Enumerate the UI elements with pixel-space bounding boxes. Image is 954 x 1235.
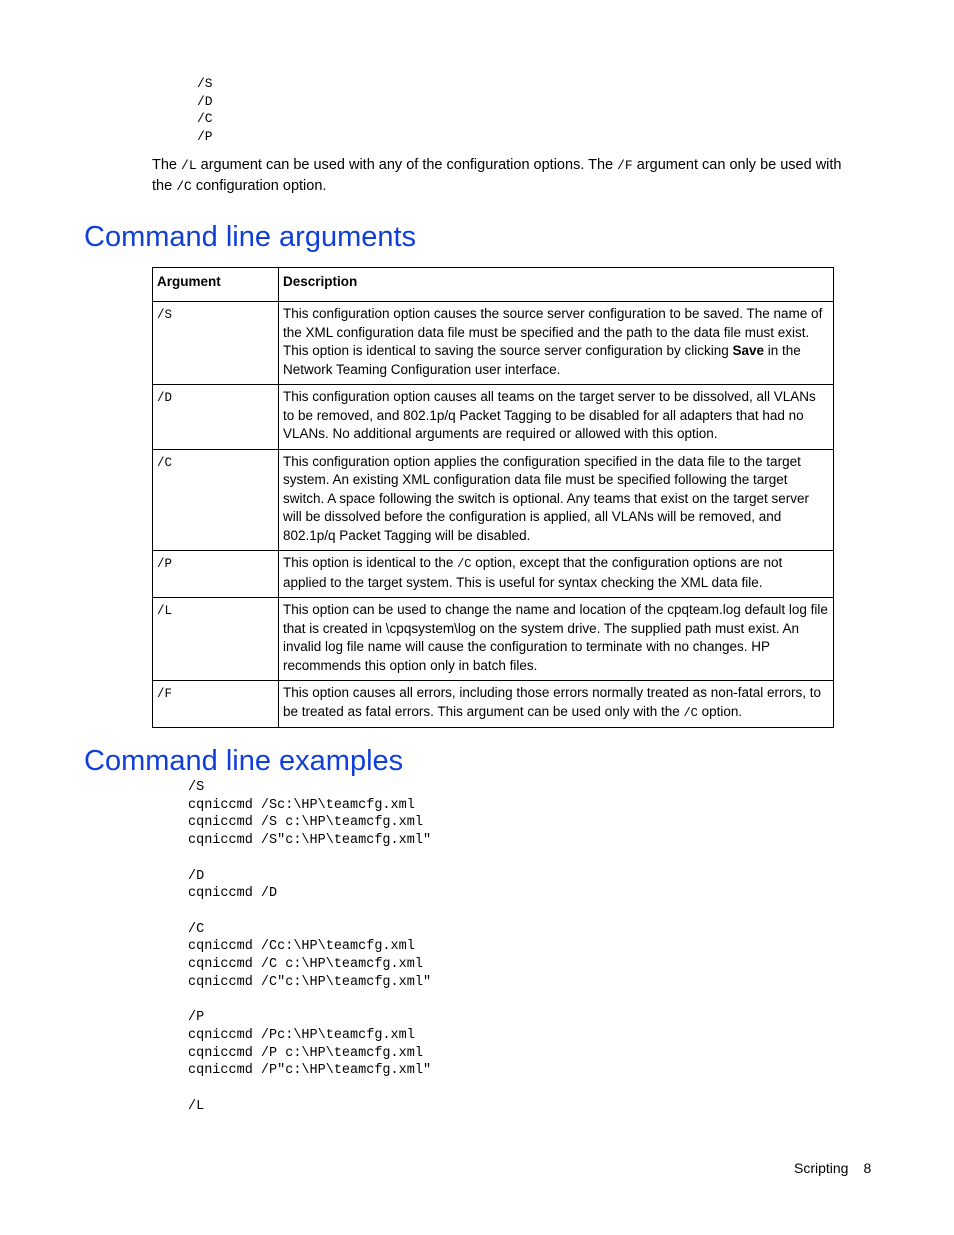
arguments-table [152, 267, 834, 728]
examples-code-block [188, 779, 431, 1115]
example-line: cqniccmd /D [188, 886, 278, 902]
column-header-description: Description [279, 268, 834, 302]
argument-cell: /L [153, 598, 279, 681]
intro-code: /C [176, 179, 192, 194]
intro-code: /F [617, 158, 633, 173]
table-row [153, 385, 834, 450]
table-row [153, 681, 834, 728]
example-line: cqniccmd /C"c:\HP\teamcfg.xml" [188, 974, 432, 990]
switch-list [197, 75, 213, 145]
example-blank-line [188, 1080, 431, 1098]
table-row [153, 449, 834, 551]
argument-cell: /D [153, 385, 279, 450]
intro-paragraph [152, 155, 862, 197]
description-cell [279, 302, 834, 385]
example-blank-line [188, 850, 431, 868]
intro-code: /L [181, 158, 197, 173]
switch-line: /S [197, 76, 213, 91]
example-line: cqniccmd /S c:\HP\teamcfg.xml [188, 815, 423, 831]
table-row [153, 551, 834, 598]
description-text: option. [697, 703, 743, 719]
description-cell [279, 551, 834, 598]
section-heading-examples: Command line examples [84, 745, 404, 777]
example-blank-line [188, 991, 431, 1009]
intro-text: argument can only be used with the [152, 157, 842, 194]
inline-code: /C [683, 705, 698, 720]
description-cell: This configuration option applies the configuration specified in the data file to the target system. An existing XML configuration data file must be specified following the target switch. A space following the switch is optional. Any teams that exist on the target server will be dissolved before the configuration is applied, all VLANs will be removed, and 802.1p/q Packet Tagging will be disabled. [279, 449, 834, 551]
table-row [153, 302, 834, 385]
description-text: This option causes all errors, including those errors normally treated as non-fatal errors, to be treated as fatal errors. This argument can be used only with the [283, 685, 821, 719]
argument-cell: /C [153, 449, 279, 551]
page-number: 8 [863, 1160, 872, 1176]
example-line: /P [188, 1010, 205, 1026]
example-line: cqniccmd /P c:\HP\teamcfg.xml [188, 1045, 423, 1061]
table-header-row [153, 268, 834, 302]
example-line: cqniccmd /C c:\HP\teamcfg.xml [188, 957, 423, 972]
argument-cell: /P [153, 551, 279, 598]
intro-text: The [152, 157, 182, 173]
footer-section-label: Scripting [794, 1160, 849, 1176]
description-cell [279, 681, 834, 728]
example-line: /S [188, 780, 205, 795]
description-cell: This configuration option causes all teams on the target server to be dissolved, all VLANs to be removed, and 802.1p/q Packet Tagging to be disabled for all adapters that had no VLANs. No additional arguments are required or allowed with this option. [279, 385, 834, 450]
example-line: /L [188, 1098, 205, 1114]
example-line: cqniccmd /S"c:\HP\teamcfg.xml" [188, 833, 432, 849]
example-line: cqniccmd /Cc:\HP\teamcfg.xml [188, 939, 415, 955]
description-text: This configuration option causes the source server configuration to be saved. The name of the XML configuration data file must be specified and the path to the data file must exist. This option is identical to saving the source server configuration by clicking [283, 306, 823, 358]
example-line: cqniccmd /Sc:\HP\teamcfg.xml [188, 797, 415, 813]
save-label: Save [732, 343, 765, 358]
inline-code: /C [457, 557, 472, 571]
description-cell: This option can be used to change the name and location of the cpqteam.log default log file that is created in \cpqsystem\log on the system drive. The supplied path must exist. An invalid log file name will cause the configuration to terminate with no changes. HP recommends this option only in batch files. [279, 598, 834, 681]
section-heading-arguments: Command line arguments [84, 221, 417, 253]
description-text: option, except that the configuration options are not applied to the target system. This is useful for syntax checking the XML data file. [283, 555, 783, 590]
page-footer [794, 1159, 871, 1177]
intro-text: configuration option. [191, 178, 327, 194]
intro-text: argument can be used with any of the configuration options. The [196, 157, 618, 173]
example-blank-line [188, 903, 431, 921]
example-line: cqniccmd /Pc:\HP\teamcfg.xml [188, 1027, 415, 1043]
table-row [153, 598, 834, 681]
switch-line: /D [197, 93, 213, 109]
description-text: This option is identical to the [283, 555, 458, 570]
switch-line: /P [197, 128, 213, 144]
switch-line: /C [197, 111, 213, 126]
argument-cell: /S [153, 302, 279, 385]
description-text: in the Network Teaming Configuration user interface. [283, 343, 801, 377]
argument-cell: /F [153, 681, 279, 728]
column-header-argument: Argument [153, 268, 279, 302]
example-line: /D [188, 868, 205, 884]
example-line: cqniccmd /P"c:\HP\teamcfg.xml" [188, 1063, 432, 1079]
example-line: /C [188, 921, 205, 937]
